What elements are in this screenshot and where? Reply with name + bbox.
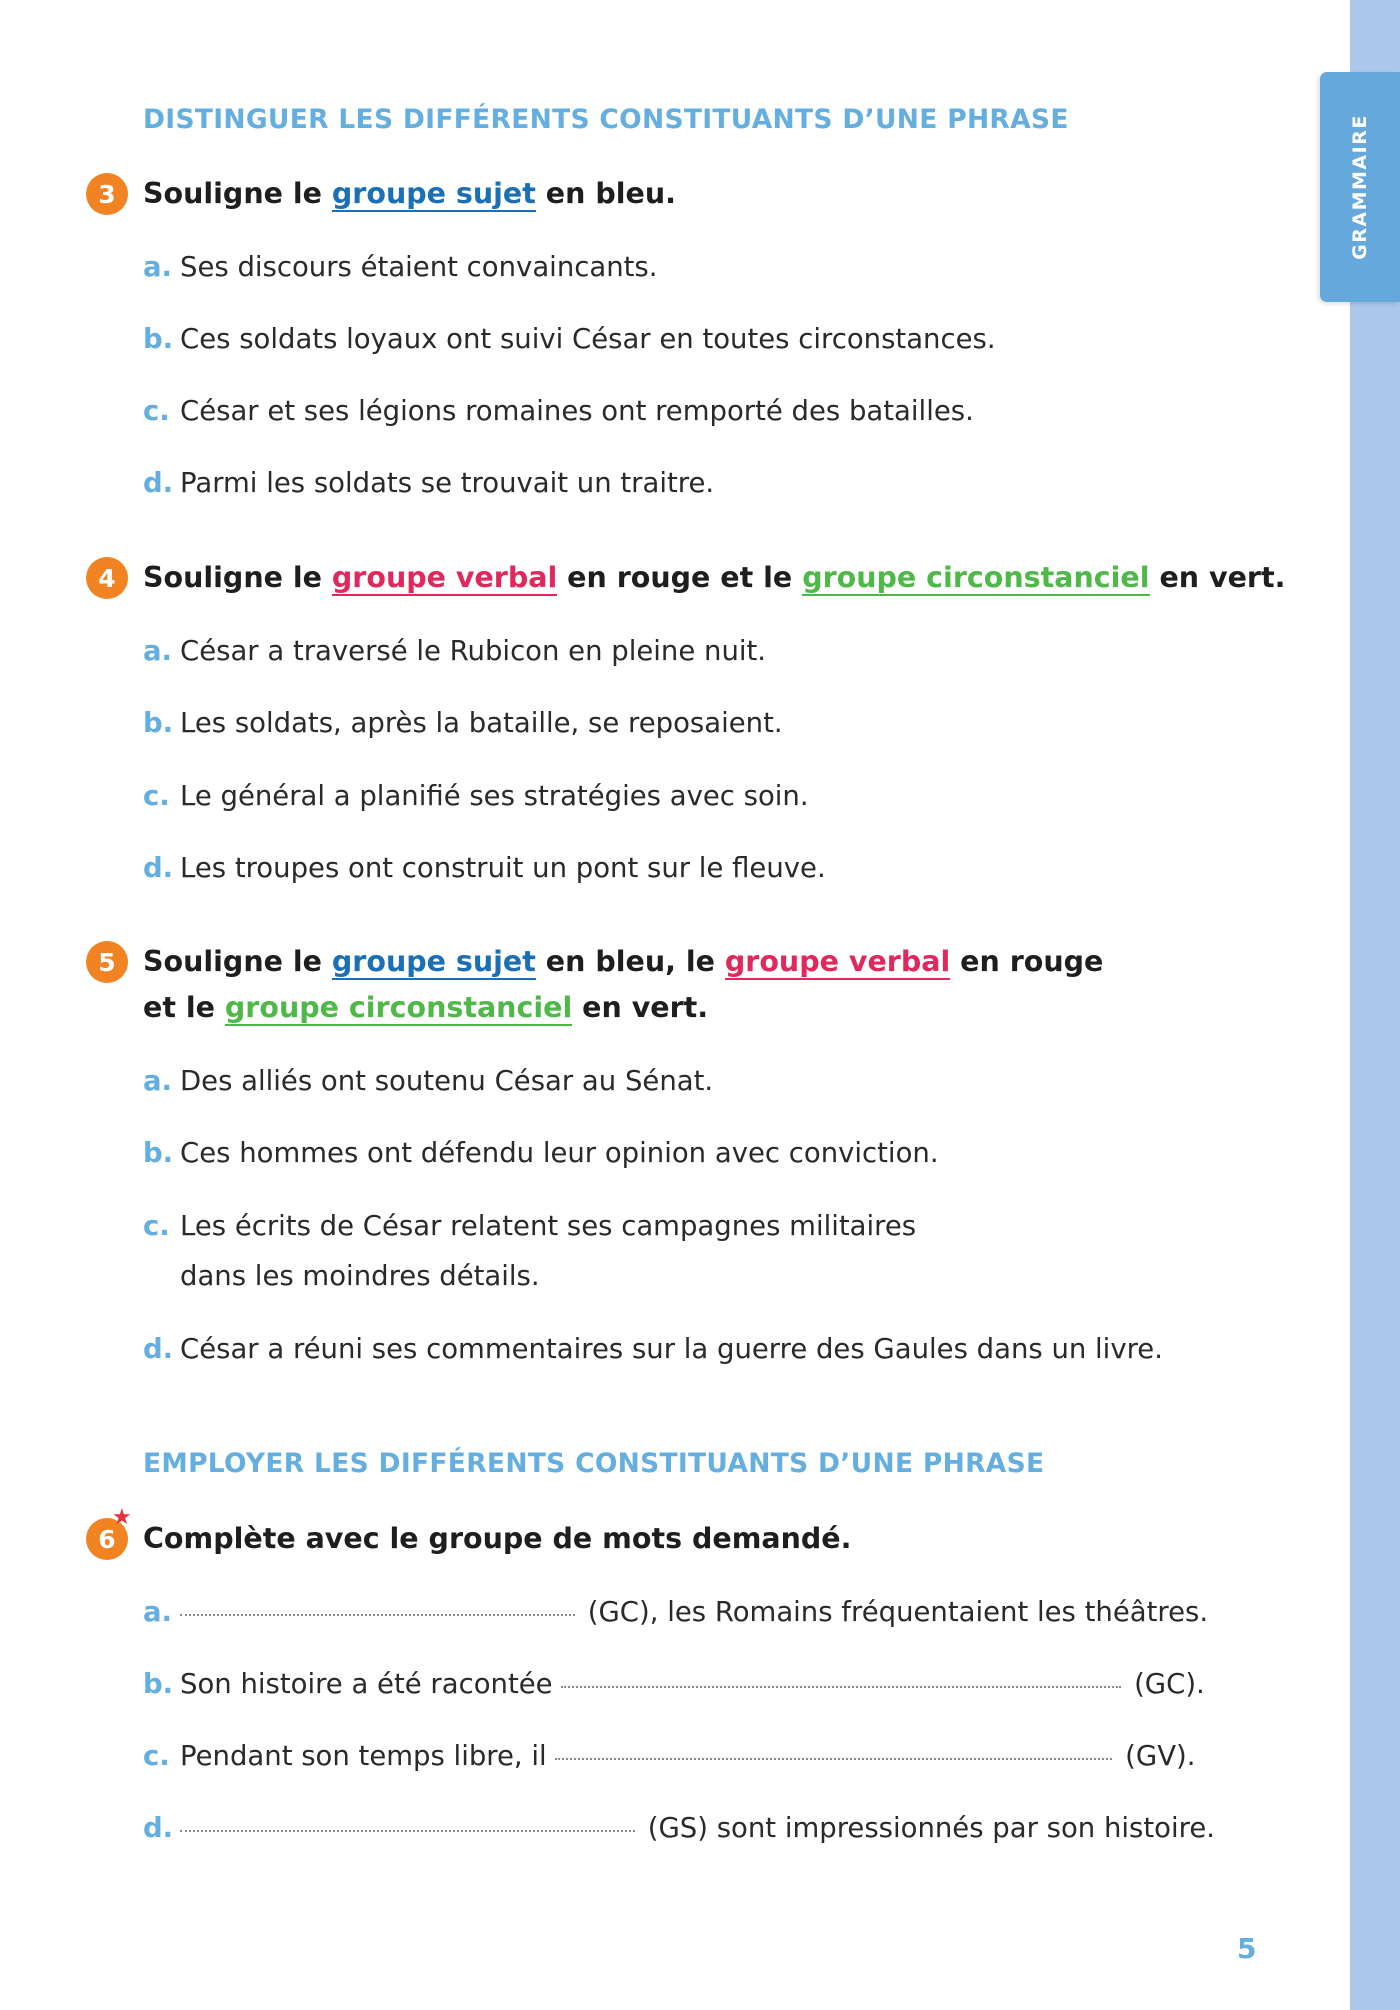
- exercise-4-item-d: [143, 843, 826, 893]
- exercise-6-item-d: [143, 1803, 1215, 1853]
- exercise-3-number: 3: [86, 173, 128, 215]
- item-label: c.: [143, 1210, 170, 1242]
- item-text: Les soldats, après la bataille, se reposaient.: [180, 707, 783, 739]
- item-text: César et ses légions romaines ont remporté des batailles.: [180, 395, 974, 427]
- exercise-5-item-b: [143, 1128, 939, 1178]
- instr-text: Souligne le: [143, 561, 332, 594]
- item-label: d.: [143, 1333, 174, 1365]
- item-text: Le général a planifié ses stratégies avec soin.: [180, 780, 809, 812]
- keyword-groupe-verbal: groupe verbal: [724, 945, 951, 978]
- instr-text: en bleu, le: [535, 945, 725, 978]
- item-label: b.: [143, 1668, 174, 1700]
- exercise-4-item-a: [143, 626, 766, 676]
- exercise-3-instruction: [143, 171, 676, 217]
- exercise-5-item-d: [143, 1324, 1163, 1374]
- item-text: Ces hommes ont défendu leur opinion avec conviction.: [180, 1137, 939, 1169]
- item-text: Des alliés ont soutenu César au Sénat.: [180, 1065, 714, 1097]
- exercise-4-item-b: [143, 698, 783, 748]
- star-icon: ★: [112, 1505, 132, 1530]
- exercise-3-item-a: [143, 242, 658, 292]
- item-label: a.: [143, 635, 173, 667]
- item-text-before: Pendant son temps libre, il: [180, 1740, 547, 1772]
- section-title-distinguer: DISTINGUER LES DIFFÉRENTS CONSTITUANTS D’UNE PHRASE: [143, 104, 1069, 135]
- instr-text: en rouge et le: [557, 561, 803, 594]
- keyword-groupe-verbal: groupe verbal: [331, 561, 558, 594]
- section-title-employer: EMPLOYER LES DIFFÉRENTS CONSTITUANTS D’UNE PHRASE: [143, 1448, 1045, 1479]
- instr-text: et le: [143, 991, 225, 1024]
- item-label: a.: [143, 1065, 173, 1097]
- item-text: César a réuni ses commentaires sur la guerre des Gaules dans un livre.: [180, 1333, 1163, 1365]
- keyword-groupe-sujet: groupe sujet: [331, 945, 536, 978]
- item-text-after: (GV).: [1125, 1740, 1196, 1772]
- item-text-after: (GS) sont impressionnés par son histoire.: [647, 1812, 1215, 1844]
- exercise-4-instruction: [143, 555, 1285, 601]
- grammaire-tab-label: GRAMMAIRE: [1349, 114, 1371, 260]
- answer-blank[interactable]: [180, 1614, 575, 1616]
- instr-text: Souligne le: [143, 945, 332, 978]
- exercise-5-instruction-line2: [143, 985, 708, 1031]
- keyword-groupe-circonstanciel: groupe circonstanciel: [224, 991, 573, 1024]
- item-label: d.: [143, 852, 174, 884]
- exercise-5-item-a: [143, 1056, 713, 1106]
- item-label: b.: [143, 707, 174, 739]
- exercise-6-instruction: Complète avec le groupe de mots demandé.: [143, 1522, 852, 1555]
- item-label: d.: [143, 1812, 174, 1844]
- item-text: Les écrits de César relatent ses campagnes militaires: [180, 1210, 917, 1242]
- item-label: d.: [143, 467, 174, 499]
- exercise-3-item-c: [143, 386, 974, 436]
- exercise-6-number: 6: [86, 1518, 128, 1560]
- item-label: a.: [143, 1596, 173, 1628]
- instr-text: en vert.: [572, 991, 709, 1024]
- answer-blank[interactable]: [180, 1830, 635, 1832]
- instr-text: en bleu.: [535, 177, 676, 210]
- instr-text: en rouge: [950, 945, 1104, 978]
- answer-blank[interactable]: [561, 1686, 1121, 1688]
- exercise-5-item-c: [143, 1201, 916, 1251]
- answer-blank[interactable]: [555, 1758, 1112, 1760]
- item-text-before: Son histoire a été racontée: [180, 1668, 553, 1700]
- item-text-after: (GC), les Romains fréquentaient les théâtres.: [587, 1596, 1209, 1628]
- exercise-6-item-b: [143, 1659, 1205, 1709]
- item-text: Ces soldats loyaux ont suivi César en toutes circonstances.: [180, 323, 996, 355]
- item-label: c.: [143, 395, 170, 427]
- exercise-6-item-c: [143, 1731, 1196, 1781]
- exercise-4-number: 4: [86, 557, 128, 599]
- instr-text: Souligne le: [143, 177, 332, 210]
- item-text: Parmi les soldats se trouvait un traitre.: [180, 467, 715, 499]
- grammaire-tab: [1320, 72, 1400, 302]
- exercise-5-number: 5: [86, 941, 128, 983]
- item-label: c.: [143, 780, 170, 812]
- exercise-3-item-b: [143, 314, 996, 364]
- item-label: b.: [143, 323, 174, 355]
- instr-text: en vert.: [1149, 561, 1286, 594]
- item-text: Les troupes ont construit un pont sur le fleuve.: [180, 852, 826, 884]
- item-text-after: (GC).: [1134, 1668, 1205, 1700]
- keyword-groupe-circonstanciel: groupe circonstanciel: [802, 561, 1150, 594]
- item-label: b.: [143, 1137, 174, 1169]
- exercise-3-item-d: [143, 458, 714, 508]
- exercise-6-item-a: [143, 1587, 1208, 1637]
- keyword-groupe-sujet: groupe sujet: [331, 177, 536, 210]
- item-text: Ses discours étaient convaincants.: [180, 251, 658, 283]
- exercise-4-item-c: [143, 771, 809, 821]
- item-text: César a traversé le Rubicon en pleine nuit.: [180, 635, 767, 667]
- exercise-5-item-c-continued: dans les moindres détails.: [180, 1260, 540, 1292]
- page-number: 5: [1237, 1932, 1257, 1965]
- item-label: a.: [143, 251, 173, 283]
- item-label: c.: [143, 1740, 170, 1772]
- exercise-5-instruction-line1: [143, 939, 1103, 985]
